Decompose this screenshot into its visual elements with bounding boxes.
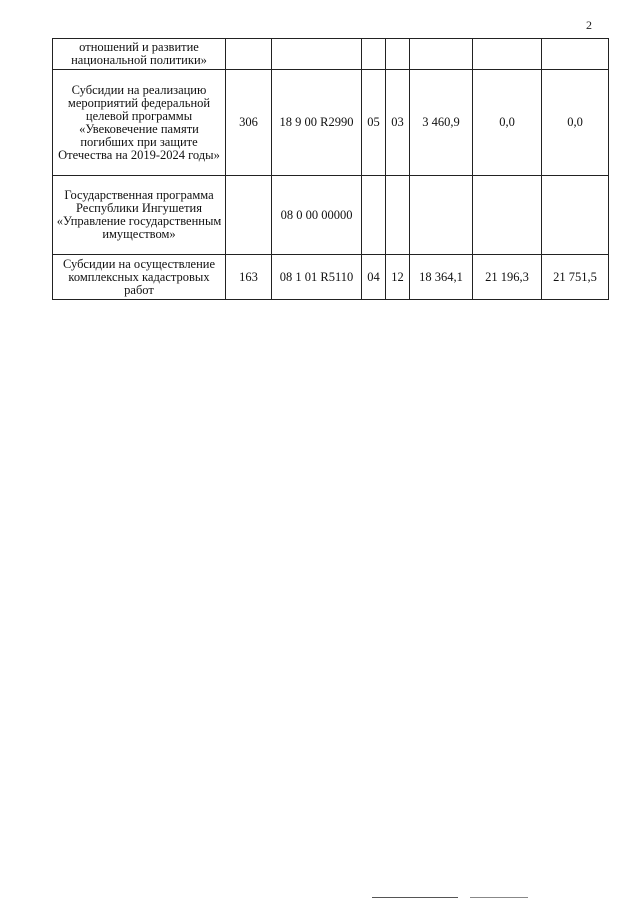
amount-2022-cell	[410, 39, 473, 70]
amount-2023-cell: 0,0	[473, 70, 542, 176]
admin-code-cell: 306	[226, 70, 272, 176]
target-article-cell	[272, 39, 362, 70]
subsection-cell	[386, 176, 410, 255]
table-row	[53, 176, 609, 255]
row-name: Субсидии на реализацию мероприятий федеральной целевой программы «Увековечение памяти погибших при защите Отечества на 2019-2024 годы»	[53, 70, 226, 176]
section-cell	[362, 176, 386, 255]
table-row	[53, 255, 609, 300]
amount-2023-cell	[473, 39, 542, 70]
section-cell: 04	[362, 255, 386, 300]
amount-2024-cell: 21 751,5	[542, 255, 609, 300]
amount-2022-cell	[410, 176, 473, 255]
subsection-cell: 03	[386, 70, 410, 176]
scan-artifact-line	[470, 897, 528, 898]
budget-table	[52, 38, 609, 300]
amount-2023-cell: 21 196,3	[473, 255, 542, 300]
amount-2024-cell: 0,0	[542, 70, 609, 176]
amount-2022-cell: 3 460,9	[410, 70, 473, 176]
admin-code-cell: 163	[226, 255, 272, 300]
amount-2024-cell	[542, 39, 609, 70]
target-article-cell: 18 9 00 R2990	[272, 70, 362, 176]
section-cell	[362, 39, 386, 70]
row-name: Государственная программа Республики Ингушетия «Управление государственным имуществом»	[53, 176, 226, 255]
page-number: 2	[586, 18, 592, 32]
subsection-cell: 12	[386, 255, 410, 300]
row-name: отношений и развитие национальной политики»	[53, 39, 226, 70]
amount-2023-cell	[473, 176, 542, 255]
target-article-cell: 08 1 01 R5110	[272, 255, 362, 300]
section-cell: 05	[362, 70, 386, 176]
subsection-cell	[386, 39, 410, 70]
table-row	[53, 39, 609, 70]
scan-artifact-line	[372, 897, 458, 898]
table-row	[53, 70, 609, 176]
admin-code-cell	[226, 39, 272, 70]
row-name: Субсидии на осуществление комплексных кадастровых работ	[53, 255, 226, 300]
amount-2022-cell: 18 364,1	[410, 255, 473, 300]
admin-code-cell	[226, 176, 272, 255]
amount-2024-cell	[542, 176, 609, 255]
target-article-cell: 08 0 00 00000	[272, 176, 362, 255]
